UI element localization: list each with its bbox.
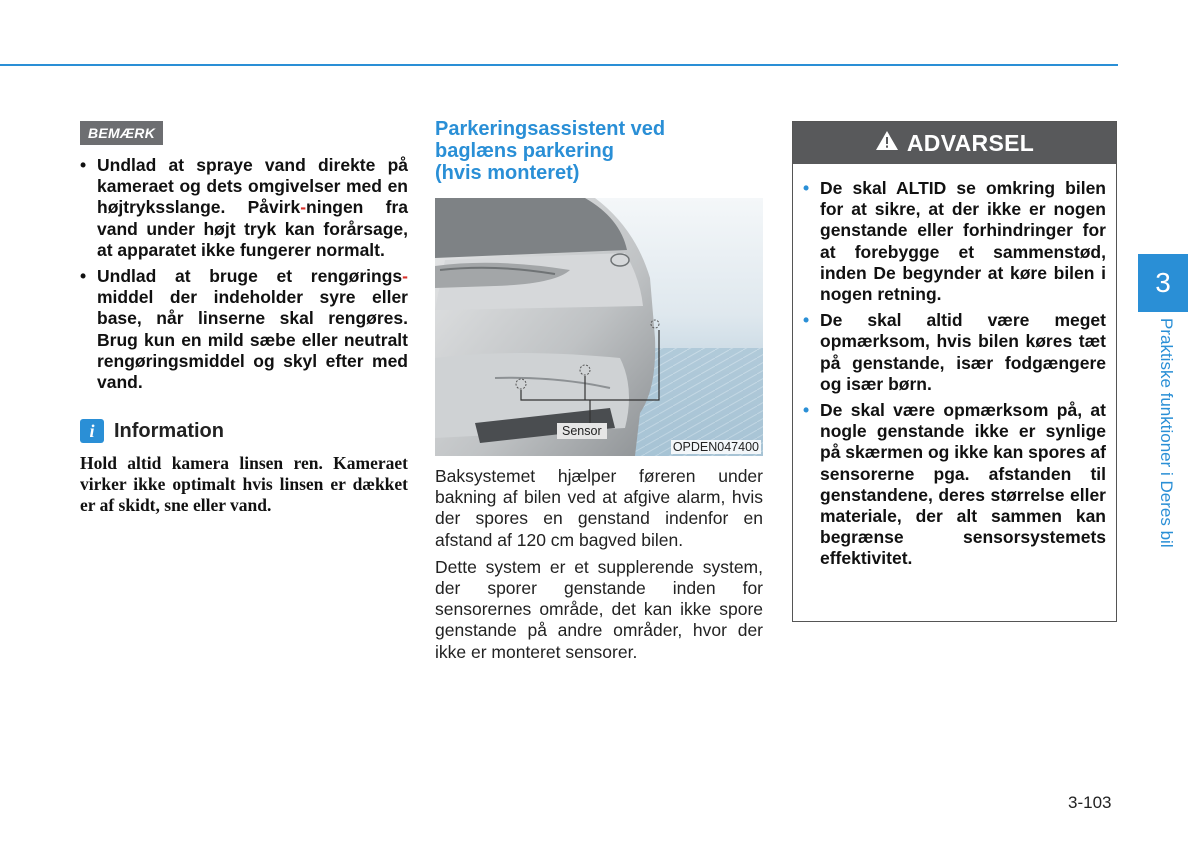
warning-box	[792, 121, 1117, 622]
paragraph: Dette system er et supplerende system, der sporer genstande inden for sensorernes område, det kan ikke spore genstande på andre områder, hvor der ikke er monteret sensorer.	[435, 556, 763, 662]
bullet-icon: •	[803, 310, 810, 331]
note-badge: BEMÆRK	[80, 121, 163, 145]
note-item	[80, 266, 408, 393]
chapter-tab: 3	[1138, 254, 1188, 312]
warning-item	[803, 310, 1106, 395]
paragraph: Baksystemet hjælper føreren under bakning af bilen ved at afgive alarm, hvis der spores en genstand indenfor en afstand af 120 cm bagved bilen.	[435, 466, 763, 550]
section-title-line: (hvis monteret)	[435, 162, 580, 184]
chapter-label: Praktiske funktioner i Deres bil	[1157, 318, 1176, 548]
bullet-icon: •	[80, 266, 87, 287]
warning-item-text: De skal være opmærksom på, at nogle genstande ikke er synlige på skærmen og ikke kan spores af sensorerne pga. afstanden til genstandene, deres størrelse eller materiale, der alt sammen kan begrænse sensorsystemets effektivitet.	[820, 400, 1106, 569]
note-item-text: Undlad at bruge et rengørings	[97, 266, 403, 287]
rear-bumper-figure	[435, 198, 763, 456]
warning-item	[803, 400, 1106, 570]
parking-assist-column	[435, 118, 763, 663]
top-rule	[0, 64, 1118, 66]
note-item	[80, 155, 408, 261]
car-rear-illustration	[435, 198, 763, 456]
warning-title: ADVARSEL	[906, 129, 1035, 156]
warning-header	[793, 122, 1116, 164]
warning-item	[803, 178, 1106, 305]
section-title-line: baglæns parkering	[435, 140, 614, 162]
figure-code: OPDEN047400	[672, 440, 759, 454]
information-heading	[80, 419, 408, 443]
section-body	[435, 466, 763, 663]
section-title	[435, 118, 763, 184]
info-icon: i	[80, 419, 104, 443]
bullet-icon: •	[80, 155, 87, 175]
sensor-label: Sensor	[557, 423, 607, 439]
bullet-icon: •	[803, 400, 810, 421]
warning-triangle-icon	[875, 130, 899, 157]
warning-list	[793, 178, 1116, 570]
warning-item-text: De skal altid være meget opmærksom, hvis bilen køres tæt på genstande, især fodgængere og især børn.	[820, 310, 1106, 394]
note-item-text-cont: ningen fra vand under højt tryk kan forårsage, at apparatet ikke fungerer normalt.	[97, 197, 408, 260]
page-number: 3-103	[1068, 793, 1112, 812]
note-item-text-cont: middel der indeholder syre eller base, når linserne skal rengøres. Brug kun en mild sæbe eller neutralt rengøringsmiddel og skyl efter med vand.	[97, 287, 408, 393]
information-text: Hold altid kamera linsen ren. Kameraet virker ikke optimalt hvis linsen er dækket er af skidt, sne eller vand.	[80, 453, 408, 516]
warning-item-text: De skal ALTID se omkring bilen for at sikre, at der ikke er nogen genstande eller forhindringer for at forebygge et sammenstød, inden De begynder at køre bilen i nogen retning.	[820, 178, 1106, 305]
bullet-icon: •	[803, 178, 810, 198]
information-title: Information	[114, 419, 224, 442]
note-list	[80, 155, 408, 393]
note-item-text: Undlad at spraye vand direkte på kameraet og dets omgivelser med en højtryksslange. Påvirk	[97, 155, 408, 218]
hyphen: -	[300, 197, 307, 218]
hyphen: -	[402, 266, 408, 287]
note-column	[80, 121, 408, 516]
section-title-line: Parkeringsassistent ved	[435, 118, 666, 140]
